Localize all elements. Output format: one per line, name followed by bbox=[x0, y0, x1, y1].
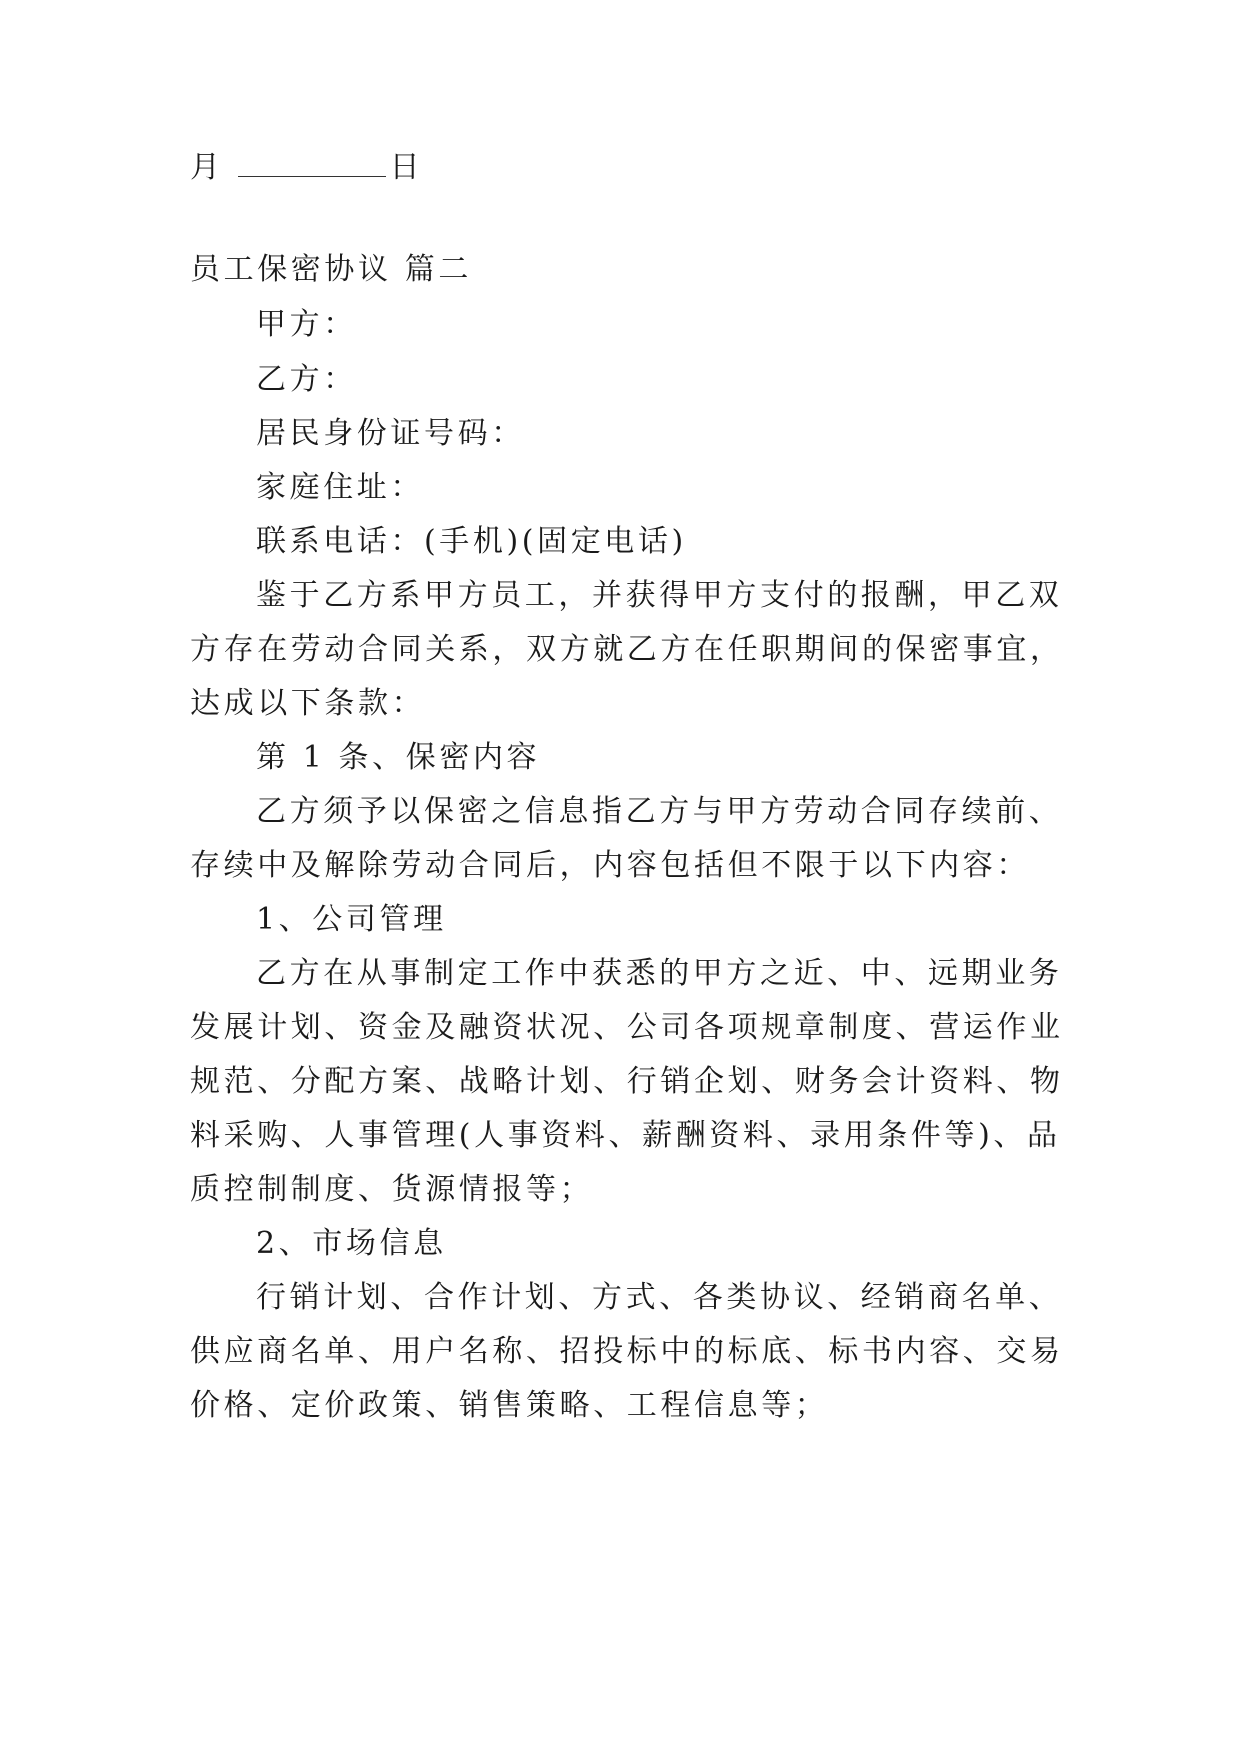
preamble-line: 鉴于乙方系甲方员工，并获得甲方支付的报酬，甲乙双 bbox=[256, 578, 1063, 613]
item2-body-line: 价格、定价政策、销售策略、工程信息等； bbox=[190, 1388, 829, 1423]
id-number-field: 居民身份证号码： bbox=[256, 416, 525, 451]
article1-body-line: 存续中及解除劳动合同后，内容包括但不限于以下内容： bbox=[190, 848, 1030, 883]
item1-body-line: 料采购、人事管理(人事资料、薪酬资料、录用条件等)、品 bbox=[190, 1118, 1061, 1153]
item1-body-line: 发展计划、资金及融资状况、公司各项规章制度、营运作业 bbox=[190, 1010, 1064, 1045]
date-month: 月 bbox=[190, 150, 224, 185]
date-blank bbox=[238, 150, 386, 177]
preamble-line: 达成以下条款： bbox=[190, 686, 426, 721]
item1-heading: 1、公司管理 bbox=[256, 902, 447, 937]
document-title: 员工保密协议 篇二 bbox=[190, 252, 472, 287]
party-a-field: 甲方： bbox=[256, 307, 357, 342]
party-b-field: 乙方： bbox=[256, 362, 357, 397]
item2-heading: 2、市场信息 bbox=[256, 1226, 447, 1261]
article1-heading: 第 1 条、保密内容 bbox=[256, 740, 541, 775]
article1-body-line: 乙方须予以保密之信息指乙方与甲方劳动合同存续前、 bbox=[256, 794, 1063, 829]
item1-body-line: 质控制制度、货源情报等； bbox=[190, 1172, 594, 1207]
item2-body-line: 供应商名单、用户名称、招投标中的标底、标书内容、交易 bbox=[190, 1334, 1064, 1369]
address-field: 家庭住址： bbox=[256, 470, 424, 505]
item1-body-line: 规范、分配方案、战略计划、行销企划、财务会计资料、物 bbox=[190, 1064, 1064, 1099]
item1-body-line: 乙方在从事制定工作中获悉的甲方之近、中、远期业务 bbox=[256, 956, 1063, 991]
preamble-line: 方存在劳动合同关系，双方就乙方在任职期间的保密事宜， bbox=[190, 632, 1064, 667]
date-line bbox=[190, 148, 1070, 188]
phone-field: 联系电话：(手机)(固定电话) bbox=[256, 524, 687, 559]
date-day: 日 bbox=[389, 150, 424, 185]
item2-body-line: 行销计划、合作计划、方式、各类协议、经销商名单、 bbox=[256, 1280, 1063, 1315]
